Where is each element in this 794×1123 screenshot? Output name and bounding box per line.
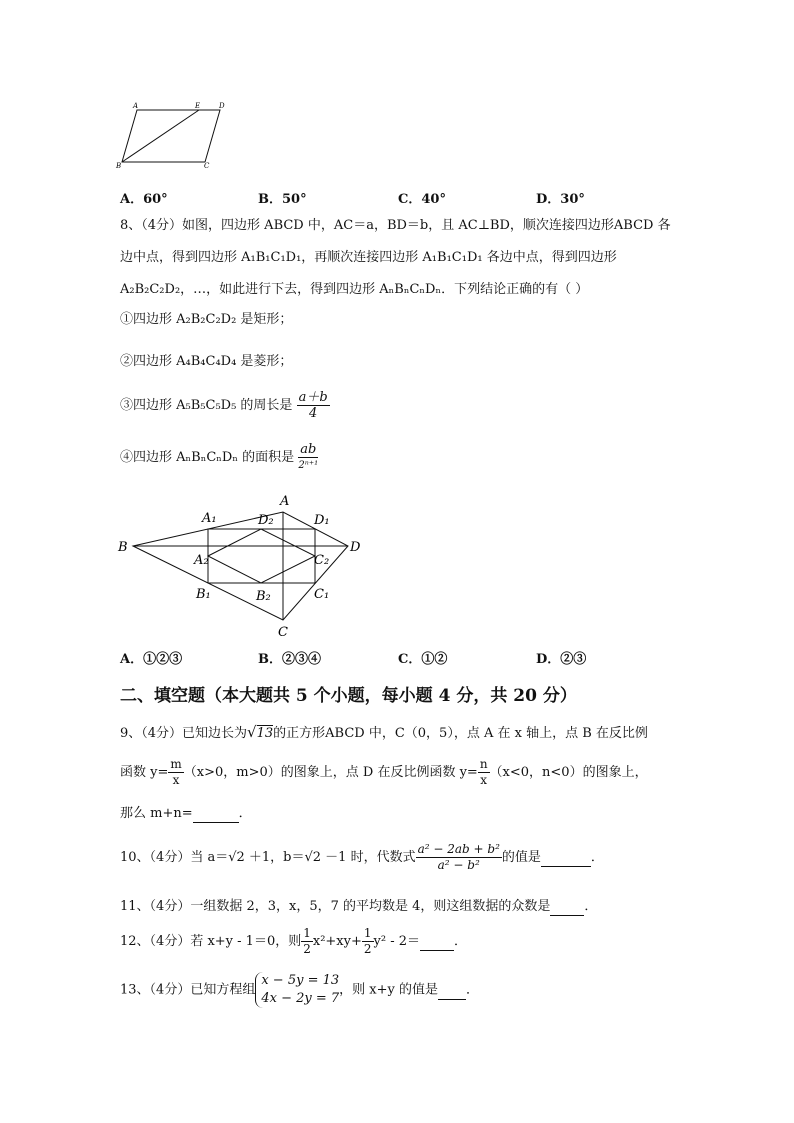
fraction-one-half-2: $\frac{1}{2}$	[363, 926, 372, 956]
fraction-expression: $\frac{\text{a² − 2ab + b²}}{\text{a² − b²}}$	[417, 842, 500, 872]
fraction-m-over-x: $\frac{m}{x}$	[170, 757, 182, 787]
q8-statement-4	[120, 442, 318, 473]
sqrt-radicand: 13	[256, 726, 274, 741]
q8-option-d[interactable]: D．②③	[536, 652, 587, 667]
q12-text-b: x²+xy+	[312, 934, 362, 949]
q7-option-b[interactable]: B．50°	[258, 192, 307, 207]
q8-statement-4-text: ④四边形 AₙBₙCₙDₙ 的面积是	[120, 450, 295, 465]
q12-answer-blank[interactable]	[420, 934, 454, 951]
label-a1: A₁	[202, 511, 217, 526]
q10-answer-blank[interactable]	[541, 850, 591, 867]
quadrilateral-midpoints-figure	[112, 490, 372, 642]
sqrt-symbol: √	[247, 723, 257, 741]
q10-line	[120, 842, 604, 873]
q9-answer-blank[interactable]	[193, 806, 239, 823]
label-c: C	[204, 162, 210, 170]
label-c: C	[278, 625, 288, 640]
q11-line	[120, 899, 597, 916]
segment-be	[122, 110, 199, 162]
label-b: B	[116, 162, 122, 170]
label-e: E	[195, 102, 201, 110]
label-d: D	[350, 540, 361, 555]
q8-statement-1: ①四边形 A₂B₂C₂D₂ 是矩形；	[120, 312, 293, 327]
q9-period: ．	[238, 806, 252, 821]
q11-text: 11、（4分）一组数据 2，3，x，5，7 的平均数是 4，则这组数据的众数是	[120, 899, 551, 914]
label-a: A	[133, 102, 139, 110]
section-heading: 二、填空题（本大题共 5 个小题，每小题 4 分，共 20 分）	[120, 686, 577, 706]
q8-line-2: 边中点，得到四边形 A₁B₁C₁D₁，再顺次连接四边形 A₁B₁C₁D₁ 各边中点，得到四边形	[120, 250, 617, 265]
label-d2: D₂	[258, 513, 274, 528]
label-d1: D₁	[314, 513, 330, 528]
parallelogram-figure	[115, 100, 225, 172]
equation-system	[255, 972, 339, 1008]
q11-answer-blank[interactable]	[550, 899, 584, 916]
fraction-one-half: $\frac{1}{2}$	[303, 926, 311, 956]
label-c1: C₁	[314, 587, 330, 602]
q13-text-a: 13、（4分）已知方程组	[120, 982, 256, 998]
q9-line-1	[120, 724, 648, 742]
fraction-n-over-x: $\frac{n}{x}$	[479, 757, 488, 787]
q8-statement-2: ②四边形 A₄B₄C₄D₄ 是菱形；	[120, 354, 293, 369]
q7-option-d[interactable]: D．30°	[536, 192, 585, 207]
q7-option-a[interactable]: A．60°	[120, 192, 168, 207]
q13-answer-blank[interactable]	[438, 983, 466, 1000]
q13-period: ．	[465, 982, 479, 998]
q8-statement-3	[120, 390, 330, 421]
q12-text-a: 12、（4分）若 x+y - 1＝0，则	[120, 934, 302, 949]
label-d: D	[219, 102, 225, 110]
q9-text-b: 的正方形ABCD 中，C（0，5），点 A 在 x 轴上，点 B 在反比例	[273, 726, 648, 741]
fraction-a-plus-b-over-4: $\frac{a+b}{4}$	[298, 390, 328, 421]
q10-period: ．	[590, 850, 604, 865]
label-b: B	[118, 540, 128, 555]
q8-statement-3-text: ③四边形 A₅B₅C₅D₅ 的周长是	[120, 398, 293, 413]
q7-option-c[interactable]: C．40°	[398, 192, 446, 207]
equation-2: 4x − 2y = 7	[261, 991, 340, 1006]
q10-text-a: 10、（4分）当 a＝√2 ＋1，b＝√2 －1 时，代数式	[120, 850, 416, 865]
q10-text-b: 的值是	[501, 850, 541, 865]
q9-text-c: 函数 y=	[120, 765, 169, 780]
q8-line-1: 8、（4分）如图，四边形 ABCD 中，AC＝a，BD＝b，且 AC⊥BD，顺次连接四边形ABCD 各	[120, 218, 671, 233]
q9-text-e: （x<0，n<0）的图象上，	[489, 765, 648, 780]
q9-line-2	[120, 757, 648, 788]
q8-option-a[interactable]: A．①②③	[120, 652, 183, 667]
label-a2: A₂	[194, 553, 209, 568]
q13-text-b: ，则 x+y 的值是	[339, 982, 438, 998]
q12-period: ．	[454, 934, 468, 949]
fraction-ab-over-power: $\frac{ab}{\text{2ⁿ⁺¹}}$	[298, 442, 319, 471]
rectangle-a1b1c1d1	[208, 529, 315, 583]
q9-text-d: （x>0，m>0）的图象上，点 D 在反比例函数 y=	[183, 765, 478, 780]
q9-line-3	[120, 806, 252, 823]
q8-line-3: A₂B₂C₂D₂，…，如此进行下去，得到四边形 AₙBₙCₙDₙ．下列结论正确的有（ ）	[120, 282, 589, 297]
q12-text-c: y² - 2＝	[373, 934, 420, 949]
label-a: A	[280, 494, 290, 509]
q9-text-a: 9、（4分）已知边长为	[120, 726, 248, 741]
q13-line	[120, 972, 479, 1008]
q12-line	[120, 926, 467, 957]
parallelogram-abcd	[122, 110, 220, 162]
label-b1: B₁	[196, 587, 211, 602]
q11-period: ．	[584, 899, 598, 914]
equation-1: x − 5y = 13	[261, 973, 340, 988]
rhombus-a2b2c2d2	[208, 529, 315, 583]
q8-option-c[interactable]: C．①②	[398, 652, 448, 667]
q9-text-f: 那么 m+n=	[120, 806, 193, 821]
label-c2: C₂	[314, 553, 330, 568]
label-b2: B₂	[256, 589, 271, 604]
q8-option-b[interactable]: B．②③④	[258, 652, 321, 667]
